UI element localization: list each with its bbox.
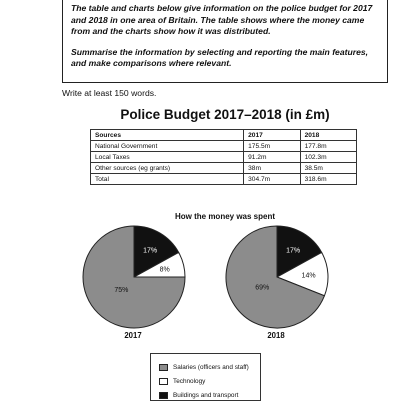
table-title: Police Budget 2017–2018 (in £m)	[120, 107, 330, 122]
header-2017: 2017	[244, 130, 300, 141]
table-cell: 38m	[244, 163, 300, 174]
pie-2018-label-buildings: 17%	[286, 247, 301, 255]
table-cell: 102.3m	[300, 152, 356, 163]
header-sources: Sources	[91, 130, 244, 141]
word-count-instruction: Write at least 150 words.	[62, 88, 157, 98]
task-instruction: Summarise the information by selecting and reporting the main features, and make comparisons where relevant.	[71, 46, 369, 69]
legend-swatch-buildings	[159, 392, 168, 399]
pie-2018-label-salaries: 69%	[255, 284, 270, 292]
table-cell: Other sources (eg grants)	[91, 163, 244, 174]
pie-2018-label: 2018	[267, 331, 285, 340]
table-cell: 304.7m	[244, 174, 300, 185]
pie-legend	[150, 353, 261, 401]
legend-item-technology	[159, 374, 260, 388]
table-cell: 318.6m	[300, 174, 356, 185]
pie-2018-label-technology: 14%	[301, 272, 316, 280]
pie-2017-label-technology: 8%	[159, 266, 170, 274]
table-cell: National Government	[91, 141, 244, 152]
table-cell: 91.2m	[244, 152, 300, 163]
pie-charts-heading: How the money was spent	[174, 212, 276, 221]
table-cell: 38.5m	[300, 163, 356, 174]
task-description: The table and charts below give information on the police budget for 2017 and 2018 in one area of Britain. The table shows where the money came from and the charts show how it was distributed.	[71, 3, 373, 37]
legend-swatch-salaries	[159, 364, 168, 371]
legend-swatch-technology	[159, 378, 168, 385]
pie-2017-label-salaries: 75%	[114, 287, 129, 295]
table-cell: 177.8m	[300, 141, 356, 152]
table-cell: Total	[91, 174, 244, 185]
legend-label: Technology	[173, 377, 206, 385]
pie-2017-label-buildings: 17%	[143, 247, 158, 255]
legend-label: Buildings and transport	[173, 391, 239, 399]
legend-label: Salaries (officers and staff)	[173, 363, 249, 371]
table-cell: 175.5m	[244, 141, 300, 152]
legend-item-salaries	[159, 360, 260, 374]
header-2018: 2018	[300, 130, 356, 141]
pie-2017-label: 2017	[124, 331, 142, 340]
table-cell: Local Taxes	[91, 152, 244, 163]
